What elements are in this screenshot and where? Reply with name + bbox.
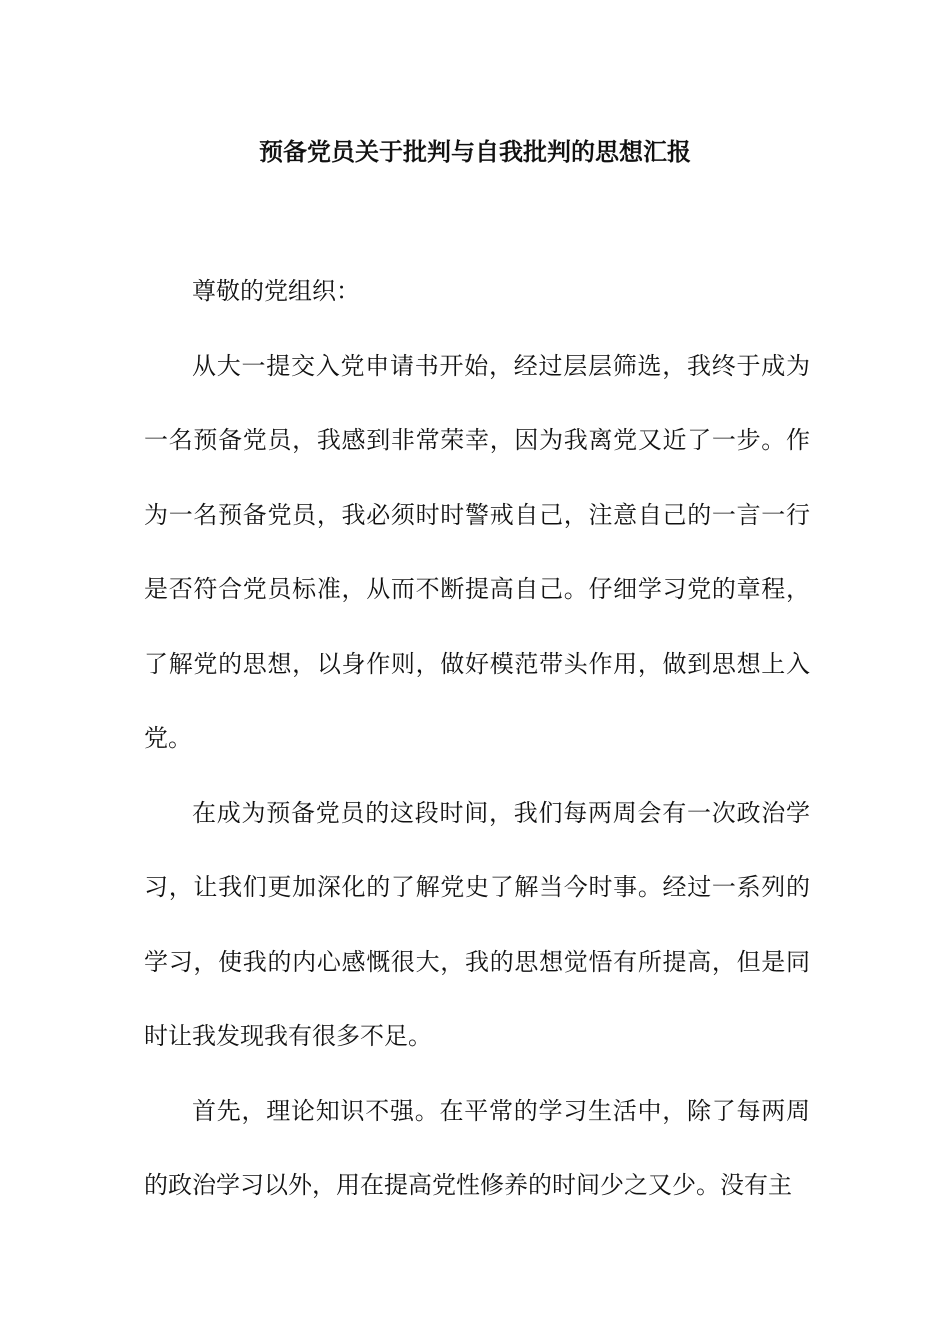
salutation: 尊敬的党组织：: [192, 277, 360, 305]
paragraph-2: 在成为预备党员的这段时间，我们每两周会有一次政治学习，让我们更加深化的了解党史了解当今时事。经过一系列的学习，使我的内心感慨很大，我的思想觉悟有所提高，但是同时让我发现我有很多不足。: [144, 798, 810, 1050]
paragraph-3: 首先，理论知识不强。在平常的学习生活中，除了每两周的政治学习以外，用在提高党性修养的时间少之又少。没有主: [144, 1096, 810, 1199]
paragraph-1: 从大一提交入党申请书开始，经过层层筛选，我终于成为一名预备党员，我感到非常荣幸，因为我离党又近了一步。作为一名预备党员，我必须时时警戒自己，注意自己的一言一行是否符合党员标准，从而不断提高自己。仔细学习党的章程，了解党的思想，以身作则，做好模范带头作用，做到思想上入党。: [144, 351, 810, 752]
document-title: 预备党员关于批判与自我批判的思想汇报: [259, 137, 691, 166]
document-body: [144, 254, 810, 1223]
